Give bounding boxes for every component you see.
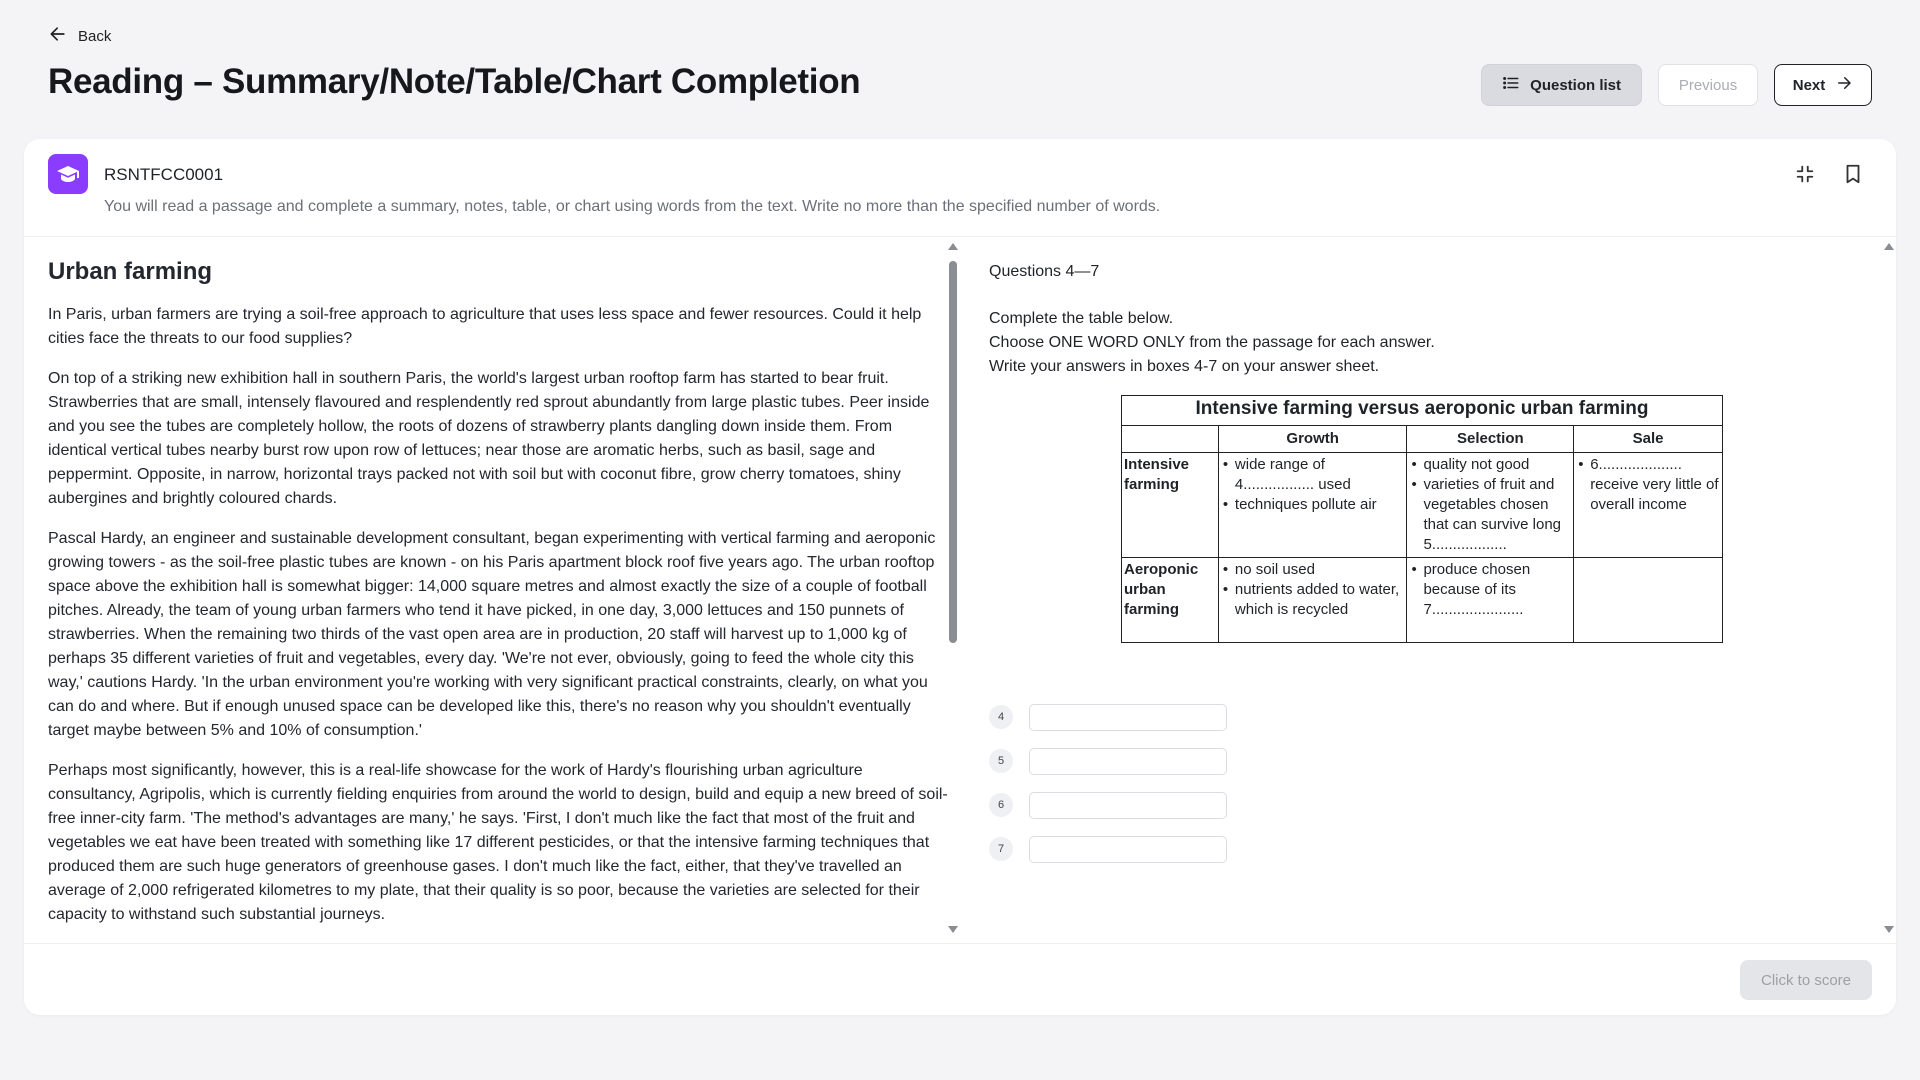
scrollbar-thumb[interactable] [949, 261, 957, 643]
question-code: RSNTFCC0001 [104, 165, 224, 184]
reading-passage [48, 257, 948, 937]
back-label: Back [78, 27, 112, 45]
score-button[interactable]: Click to score [1740, 960, 1872, 1000]
table-header: Sale [1574, 426, 1723, 453]
answer-input-5[interactable] [1029, 748, 1227, 775]
table-cell [1574, 558, 1723, 643]
questions-scrollbar[interactable] [1882, 243, 1896, 933]
table-cell [1407, 558, 1574, 643]
table-header: Selection [1407, 426, 1574, 453]
next-label: Next [1792, 76, 1826, 94]
question-list-button[interactable] [1481, 64, 1642, 106]
answer-input-7[interactable] [1029, 836, 1227, 863]
cell-bullet: • techniques pollute air [1221, 495, 1405, 515]
answer-input-6[interactable] [1029, 792, 1227, 819]
scroll-up-arrow-icon[interactable] [948, 243, 958, 250]
answer-number: 6 [989, 793, 1013, 817]
graduation-cap-icon [48, 154, 88, 194]
question-card [24, 139, 1896, 1015]
question-list-label: Question list [1530, 76, 1621, 94]
table-header [1122, 426, 1219, 453]
questions-panel [989, 263, 1869, 855]
table-header: Growth [1218, 426, 1407, 453]
completion-table [1121, 395, 1723, 643]
question-header [24, 139, 1896, 237]
passage-scrollbar[interactable] [946, 243, 960, 933]
scroll-up-arrow-icon[interactable] [1884, 243, 1894, 250]
scroll-down-arrow-icon[interactable] [1884, 926, 1894, 933]
table-cell [1218, 453, 1407, 558]
answer-row [989, 739, 1227, 783]
passage-paragraph: On top of a striking new exhibition hall in southern Paris, the world's largest urban rooftop farm has started to bear fruit. Strawberries that are small, intensely flavoured and resplendently red sprout abundantly from large plastic tubes. Peer inside and you see the tubes are completely hollow, the roots of dozens of strawberry plants dangling down inside them. From identical vertical tubes nearby burst row upon row of lettuces; near those are aromatic herbs, such as basil, sage and peppermint. Opposite, in narrow, horizontal trays packed not with soil but with coconut fibre, grow cherry tomatoes, shiny aubergines and brightly coloured chards. [48, 370, 930, 507]
passage-title: Urban farming [48, 258, 213, 285]
question-description: You will read a passage and complete a summary, notes, table, or chart using words from the text. Write no more than the specified number of words. [104, 198, 1161, 215]
answer-input-4[interactable] [1029, 704, 1227, 731]
next-button[interactable] [1774, 64, 1872, 106]
previous-button[interactable]: Previous [1658, 64, 1758, 106]
answer-row [989, 695, 1227, 739]
header-actions [1481, 64, 1872, 106]
scroll-down-arrow-icon[interactable] [948, 926, 958, 933]
cell-bullet: • wide range of 4................. used [1221, 455, 1405, 495]
table-row [1122, 453, 1723, 558]
cell-bullet: • produce chosen because of its 7...................... [1409, 560, 1571, 620]
cell-bullet: • nutrients added to water, which is recycled [1221, 580, 1405, 620]
arrow-right-icon [1835, 74, 1853, 96]
answer-number: 7 [989, 837, 1013, 861]
card-footer [24, 943, 1896, 1015]
instruction-line: Write your answers in boxes 4-7 on your answer sheet. [989, 358, 1380, 375]
cell-bullet: • 6.................... receive very little of overall income [1576, 455, 1720, 515]
instructions [989, 307, 1869, 379]
passage-paragraph: In Paris, urban farmers are trying a soil-free approach to agriculture that uses less space and fewer resources. Could it help cities face the threats to our food supplies? [48, 306, 922, 347]
header-tools [1794, 163, 1864, 185]
row-label: Intensive farming [1122, 453, 1219, 558]
back-button[interactable] [48, 24, 111, 48]
instruction-line: Complete the table below. [989, 310, 1174, 327]
page-title: Reading – Summary/Note/Table/Chart Completion [48, 62, 861, 101]
instruction-line: Choose ONE WORD ONLY from the passage for each answer. [989, 334, 1435, 351]
arrow-left-icon [48, 24, 68, 48]
table-row [1122, 558, 1723, 643]
answer-number: 4 [989, 705, 1013, 729]
collapse-icon[interactable] [1794, 163, 1816, 185]
cell-bullet: • quality not good [1409, 455, 1571, 475]
bookmark-icon[interactable] [1842, 163, 1864, 185]
answer-row [989, 783, 1227, 827]
cell-bullet: • varieties of fruit and vegetables chosen that can survive long 5.................. [1409, 475, 1571, 555]
table-cell [1407, 453, 1574, 558]
passage-paragraph: Pascal Hardy, an engineer and sustainable development consultant, began experimenting with vertical farming and aeroponic growing towers - as the soil-free plastic tubes are known - on his Paris apartment block roof five years ago. The urban rooftop space above the exhibition hall is somewhat bigger: 14,000 square metres and almost exactly the size of a couple of football pitches. Already, the team of young urban farmers who tend it have picked, in one day, 3,000 lettuces and 150 punnets of strawberries. When the remaining two thirds of the vast open area are in production, 20 staff will harvest up to 1,000 kg of perhaps 35 different varieties of fruit and vegetables, every day. 'We're not ever, obviously, going to feed the whole city this way,' cautions Hardy. 'In the urban environment you're working with very significant practical constraints, clearly, on what you can do and where. But if enough unused space can be developed like this, there's no reason why you shouldn't eventually target maybe between 5% and 10% of consumption.' [48, 530, 936, 739]
answer-row [989, 827, 1227, 871]
table-cell [1218, 558, 1407, 643]
list-icon [1502, 74, 1520, 96]
passage-paragraph: Perhaps most significantly, however, this is a real-life showcase for the work of Hardy's flourishing urban agriculture consultancy, Agripolis, which is currently fielding enquiries from around the world to design, build and equip a new breed of soil-free inner-city farm. 'The method's advantages are many,' he says. 'First, I don't much like the fact that most of the fruit and vegetables we eat have been treated with something like 17 different pesticides, or that the intensive farming techniques that produced them are such huge generators of greenhouse gases. I don't much like the fact, either, that they've travelled an average of 2,000 refrigerated kilometres to my plate, that their quality is so poor, because the varieties are selected for their capacity to withstand such substantial journeys. [48, 762, 948, 923]
table-title: Intensive farming versus aeroponic urban farming [1122, 396, 1723, 426]
questions-range: Questions 4—7 [989, 263, 1100, 280]
cell-bullet: • no soil used [1221, 560, 1405, 580]
answer-list [989, 695, 1227, 871]
row-label: Aeroponic urban farming [1122, 558, 1219, 643]
table-cell [1574, 453, 1723, 558]
answer-number: 5 [989, 749, 1013, 773]
